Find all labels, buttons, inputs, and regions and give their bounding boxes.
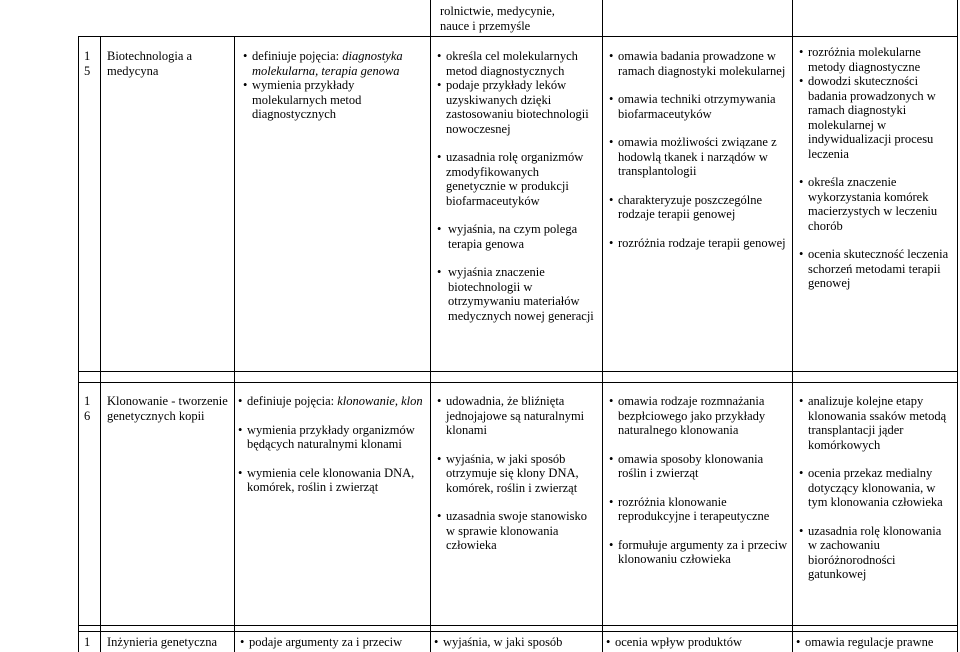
list-item: • uzasadnia rolę organizmów zmodyfikowanych genetycznie w produkcji biofarmaceutyków [437,150,597,208]
table-rule [78,36,958,37]
column-rule [100,36,101,652]
requirements-cell-full [799,394,953,582]
topic-cell [107,635,232,650]
topic-text: Klonowanie - tworzenie genetycznych kopii [107,394,228,423]
list-item: • ocenia przekaz medialny dotyczący klonowania, w tym klonowania człowieka [799,466,953,510]
list-item: • charakteryzuje poszczególne rodzaje terapii genowej [609,193,787,222]
requirements-cell-basic [240,635,428,650]
list-item: • podaje przykłady leków uzyskiwanych dzięki zastosowaniu biotechnologii nowoczesnej [437,78,597,136]
row-number-digit: 1 [84,635,91,649]
list-item: • definiuje pojęcia: diagnostyka molekularna, terapia genowa [243,49,423,78]
table-rule [78,625,958,626]
list-item: • omawia techniki otrzymywania biofarmaceutyków [609,92,787,121]
topic-cell [107,49,229,78]
list-item: • wyjaśnia, w jaki sposób otrzymuje się klony DNA, komórek, roślin i zwierząt [437,452,597,496]
table-rule [78,631,958,632]
list-item: • rozróżnia klonowanie reprodukcyjne i terapeutyczne [609,495,789,524]
column-rule [78,36,79,652]
list-item: • wyjaśnia, w jaki sposób [434,635,600,650]
list-item: • uzasadnia swoje stanowisko w sprawie klonowania człowieka [437,509,597,553]
list-item: • określa cel molekularnych metod diagnostycznych [437,49,597,78]
table-rule [78,382,958,383]
list-item: • uzasadnia rolę klonowania w zachowaniu bioróżnorodności gatunkowej [799,524,953,582]
list-item: • wyjaśnia znaczenie biotechnologii w otrzymywaniu materiałów medycznych nowej generacji [437,265,597,323]
list-item: • omawia regulacje prawne [796,635,956,650]
list-item: • wymienia przykłady molekularnych metod diagnostycznych [243,78,423,122]
list-item: • formułuje argumenty za i przeciw klonowaniu człowieka [609,538,789,567]
list-item: • dowodzi skuteczności badania prowadzonych w ramach diagnostyki molekularnej w indywidualizacji procesu leczenia [799,74,953,161]
row-number [84,635,98,650]
row-number-digit: 6 [84,408,91,423]
list-item: • wyjaśnia, na czym polega terapia genowa [437,222,597,251]
column-rule [430,0,431,652]
header-fragment [440,4,600,33]
list-item: • analizuje kolejne etapy klonowania ssaków metodą transplantacji jąder komórkowych [799,394,953,452]
requirements-cell-basic [238,394,426,495]
list-item: • rozróżnia molekularne metody diagnostyczne [799,45,953,74]
row-number-digit: 1 [84,394,91,408]
row-number-digit: 1 [84,49,91,63]
requirements-cell-extended [434,635,600,650]
topic-text: Inżynieria genetyczna [107,635,218,649]
topic-cell [107,394,229,423]
requirements-cell-extended [437,49,597,323]
row-number [84,49,98,78]
requirements-cell-full [796,635,956,650]
row-number [84,394,98,423]
topic-text: Biotechnologia a medycyna [107,49,193,78]
table-rule [78,371,958,372]
list-item: • omawia badania prowadzone w ramach diagnostyki molekularnej [609,49,787,78]
column-rule [957,0,958,652]
column-rule [792,0,793,652]
requirements-cell-advanced [609,49,787,250]
requirements-cell-advanced [606,635,790,650]
row-number-digit: 5 [84,63,91,78]
column-rule [602,0,603,652]
list-item: • udowadnia, że bliźnięta jednojajowe są naturalnymi klonami [437,394,597,438]
list-item: • omawia sposoby klonowania roślin i zwierząt [609,452,789,481]
list-item: • definiuje pojęcia: klonowanie, klon [238,394,426,409]
list-item: • wymienia cele klonowania DNA, komórek, roślin i zwierząt [238,466,426,495]
list-item: • omawia możliwości związane z hodowlą tkanek i narządów w transplantologii [609,135,787,179]
header-line: nauce i przemyśle [440,18,531,33]
list-item: • wymienia przykłady organizmów będących naturalnymi klonami [238,423,426,452]
header-line: rolnictwie, medycynie, [440,4,555,18]
column-rule [234,36,235,652]
requirements-cell-full [799,45,953,291]
list-item: • rozróżnia rodzaje terapii genowej [609,236,787,251]
requirements-cell-advanced [609,394,789,567]
list-item: • omawia rodzaje rozmnażania bezpłciowego jako przykłady naturalnego klonowania [609,394,789,438]
list-item: • określa znaczenie wykorzystania komórek macierzystych w leczeniu chorób [799,175,953,233]
list-item: • podaje argumenty za i przeciw [240,635,428,650]
requirements-cell-extended [437,394,597,553]
requirements-cell-basic [243,49,423,122]
list-item: • ocenia wpływ produktów [606,635,790,650]
list-item: • ocenia skuteczność leczenia schorzeń metodami terapii genowej [799,247,953,291]
